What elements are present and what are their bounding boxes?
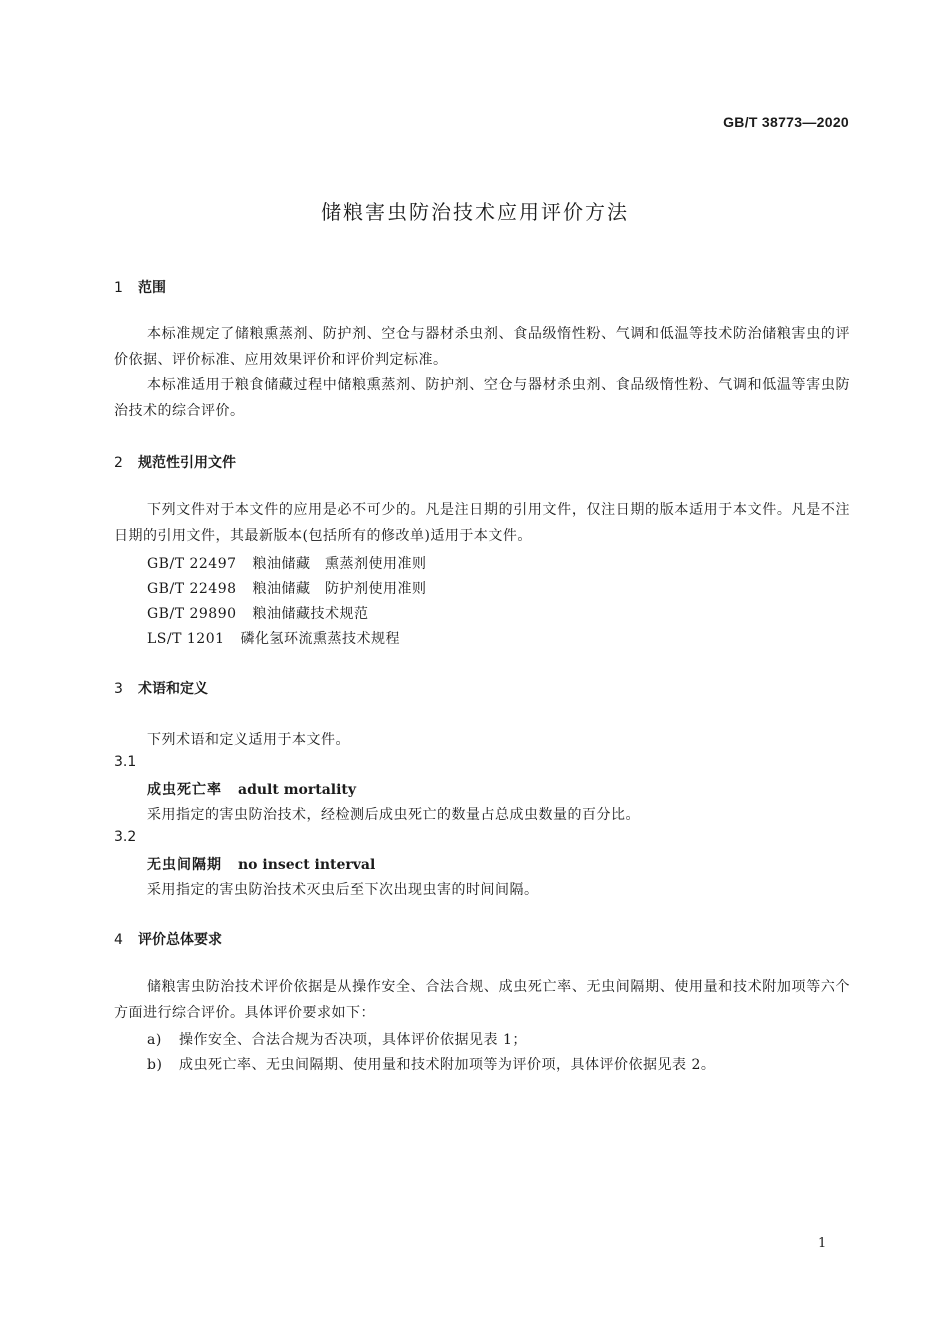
reference-item	[147, 578, 427, 598]
section-number: 3	[114, 681, 123, 697]
section-1-paragraph-2: 本标准适用于粮食储藏过程中储粮熏蒸剂、防护剂、空仓与器材杀虫剂、食品级惰性粉、气调和低温等害虫防治技术的综合评价。	[114, 377, 850, 419]
term-number: 3.1	[114, 754, 137, 770]
section-number: 1	[114, 280, 123, 296]
reference-title: 粮油储藏 熏蒸剂使用准则	[252, 556, 427, 572]
reference-code: GB/T 29890	[147, 606, 237, 622]
reference-code: LS/T 1201	[147, 631, 225, 647]
term-chinese: 成虫死亡率	[147, 782, 222, 798]
section-title: 评价总体要求	[138, 932, 222, 948]
section-1-paragraph-1: 本标准规定了储粮熏蒸剂、防护剂、空仓与器材杀虫剂、食品级惰性粉、气调和低温等技术防治储粮害虫的评价依据、评价标准、应用效果评价和评价判定标准。	[114, 326, 850, 368]
list-item	[147, 1054, 715, 1074]
term-definition: 采用指定的害虫防治技术，经检测后成虫死亡的数量占总成虫数量的百分比。	[147, 807, 640, 823]
section-4-paragraph: 储粮害虫防治技术评价依据是从操作安全、合法合规、成虫死亡率、无虫间隔期、使用量和技术附加项等六个方面进行综合评价。具体评价要求如下：	[114, 979, 850, 1021]
section-title: 范围	[138, 280, 166, 296]
section-number: 4	[114, 932, 123, 948]
term-heading	[147, 779, 356, 799]
section-number: 2	[114, 455, 123, 471]
section-3-intro: 下列术语和定义适用于本文件。	[147, 732, 350, 748]
section-title: 术语和定义	[138, 681, 208, 697]
term-definition: 采用指定的害虫防治技术灭虫后至下次出现虫害的时间间隔。	[147, 882, 539, 898]
reference-code: GB/T 22498	[147, 581, 237, 597]
list-item-text: 操作安全、合法合规为否决项，具体评价依据见表 1；	[179, 1032, 527, 1048]
section-3-heading	[114, 678, 208, 698]
list-item-text: 成虫死亡率、无虫间隔期、使用量和技术附加项等为评价项，具体评价依据见表 2。	[179, 1057, 716, 1073]
term-number: 3.2	[114, 829, 137, 845]
section-1-heading	[114, 277, 166, 297]
page-number: 1	[818, 1236, 827, 1251]
reference-code: GB/T 22497	[147, 556, 237, 572]
section-2-paragraph: 下列文件对于本文件的应用是必不可少的。凡是注日期的引用文件，仅注日期的版本适用于本文件。凡是不注日期的引用文件，其最新版本(包括所有的修改单)适用于本文件。	[114, 502, 850, 544]
reference-item	[147, 603, 369, 623]
standard-code: GB/T 38773—2020	[723, 114, 849, 130]
document-title: 储粮害虫防治技术应用评价方法	[321, 200, 629, 224]
term-chinese: 无虫间隔期	[147, 857, 222, 873]
reference-title: 磷化氢环流熏蒸技术规程	[240, 631, 401, 647]
reference-item	[147, 553, 427, 573]
term-english: no insect interval	[238, 857, 376, 873]
section-2-heading	[114, 452, 236, 472]
term-english: adult mortality	[238, 782, 357, 798]
list-item	[147, 1029, 527, 1049]
section-4-heading	[114, 929, 222, 949]
section-title: 规范性引用文件	[138, 455, 236, 471]
term-heading	[147, 854, 375, 874]
reference-item	[147, 628, 400, 648]
reference-title: 粮油储藏 防护剂使用准则	[252, 581, 427, 597]
list-item-label: b)	[147, 1057, 163, 1073]
list-item-label: a)	[147, 1032, 162, 1048]
reference-title: 粮油储藏技术规范	[252, 606, 369, 622]
